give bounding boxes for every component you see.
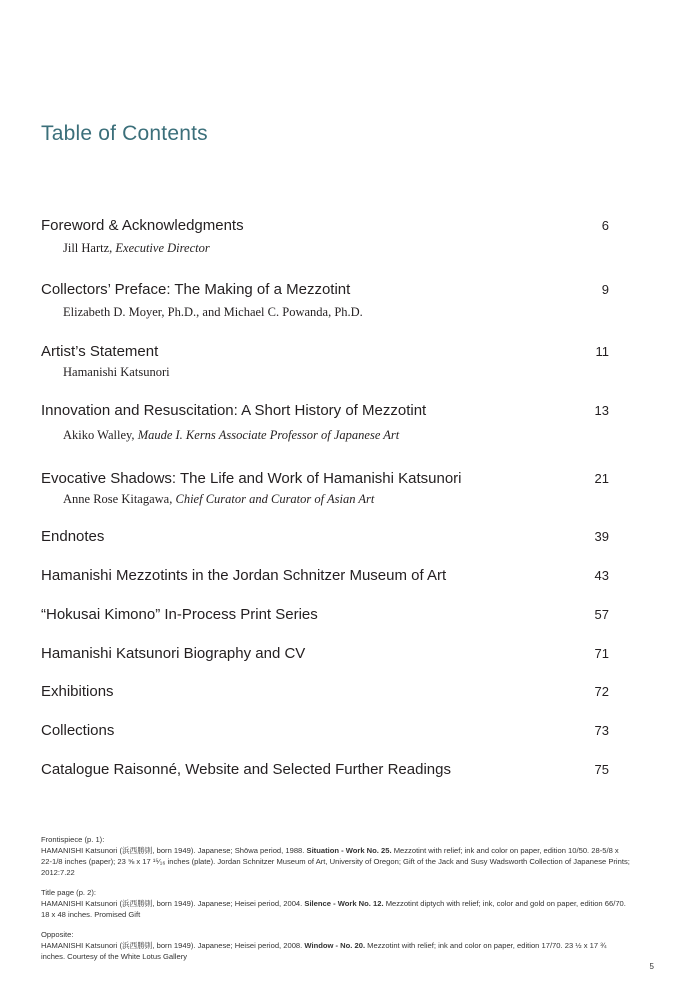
page-title: Table of Contents [41, 122, 208, 145]
toc-entry-title: Endnotes [41, 528, 105, 545]
toc-page-number: 13 [594, 403, 609, 418]
toc-entry-author: Elizabeth D. Moyer, Ph.D., and Michael C. Powanda, Ph.D. [63, 305, 363, 319]
toc-entry-title: “Hokusai Kimono” In-Process Print Series [41, 606, 318, 623]
toc-entry-title: Catalogue Raisonné, Website and Selected Further Readings [41, 761, 451, 778]
toc-page-number: 6 [601, 218, 609, 233]
toc-entry-author: Jill Hartz, Executive Director [63, 241, 210, 255]
toc-entry-title: Foreword & Acknowledgments [41, 217, 244, 234]
toc-page-number: 72 [594, 684, 609, 699]
image-credits [41, 834, 631, 971]
toc-entry-catalogue[interactable] [41, 760, 680, 780]
toc-page-number: 73 [594, 723, 609, 738]
page-number: 5 [649, 962, 654, 971]
toc-entry-endnotes[interactable] [41, 527, 680, 547]
credit-opposite: Opposite: HAMANISHI Katsunori (浜西勝則, born 1949). Japanese; Heisei period, 2008. Window - No. 20. Mezzotint with relief; ink and color on paper, edition 17/70. 23 ½ x 17 ¾ inches. Courtesy of the White Lotus Gallery [41, 930, 607, 961]
toc-entry-author: Akiko Walley, Maude I. Kerns Associate Professor of Japanese Art [63, 428, 400, 442]
toc-entry-hokusai-kimono[interactable] [41, 605, 680, 625]
credit-frontispiece: Frontispiece (p. 1): HAMANISHI Katsunori (浜西勝則, born 1949). Japanese; Shōwa period, 1988. Situation - Work No. 25. Mezzotint with relief; ink and color on paper, edition 10/50. 28-5/8 x 22-1/8 inches (paper); 23 ⅝ x 17 ¹⁵⁄₁₆ inches (plate). Jordan Schnitzer Museum of Art, University of Oregon; Gift of the Jack and Susy Wadsworth Collection of Japanese Prints; 2012:7.22 [41, 835, 630, 877]
toc-page-number: 57 [594, 607, 609, 622]
toc-entry-author: Anne Rose Kitagawa, Chief Curator and Curator of Asian Art [63, 492, 375, 506]
toc-page-number: 43 [594, 568, 609, 583]
toc-entry-title: Exhibitions [41, 683, 114, 700]
toc-entry-evocative-shadows[interactable] [41, 469, 680, 507]
toc-entry-title: Evocative Shadows: The Life and Work of Hamanishi Katsunori [41, 470, 462, 487]
toc-entry-title: Collections [41, 722, 115, 739]
toc-page-number: 71 [594, 646, 609, 661]
toc-entry-artist-statement[interactable] [41, 342, 680, 380]
toc-entry-mezzotints[interactable] [41, 566, 680, 586]
toc-page-number: 39 [594, 529, 609, 544]
toc-entry-title: Hamanishi Mezzotints in the Jordan Schnitzer Museum of Art [41, 567, 447, 584]
toc-entry-title: Hamanishi Katsunori Biography and CV [41, 645, 306, 662]
toc-page-number: 75 [594, 762, 609, 777]
toc-entry-title: Collectors’ Preface: The Making of a Mezzotint [41, 281, 351, 298]
toc-entry-foreword[interactable] [41, 216, 680, 256]
toc-entry-author: Hamanishi Katsunori [63, 365, 170, 379]
toc-entry-preface[interactable] [41, 280, 680, 320]
toc-entry-collections[interactable] [41, 721, 680, 741]
toc-page-number: 11 [595, 344, 609, 359]
toc-page-number: 21 [594, 471, 609, 486]
toc-entry-exhibitions[interactable] [41, 682, 680, 702]
toc-entry-innovation[interactable] [41, 401, 680, 443]
toc-entry-title: Artist’s Statement [41, 343, 159, 360]
toc-entry-title: Innovation and Resuscitation: A Short History of Mezzotint [41, 402, 427, 419]
toc-page-number: 9 [601, 282, 609, 297]
credit-title-page: Title page (p. 2): HAMANISHI Katsunori (浜西勝則, born 1949). Japanese; Heisei period, 2004. Silence - Work No. 12. Mezzotint diptych with relief; ink, color and gold on paper, edition 66/70. 18 x 48 inches. Promised Gift [41, 888, 626, 919]
toc-entry-biography[interactable] [41, 644, 680, 664]
